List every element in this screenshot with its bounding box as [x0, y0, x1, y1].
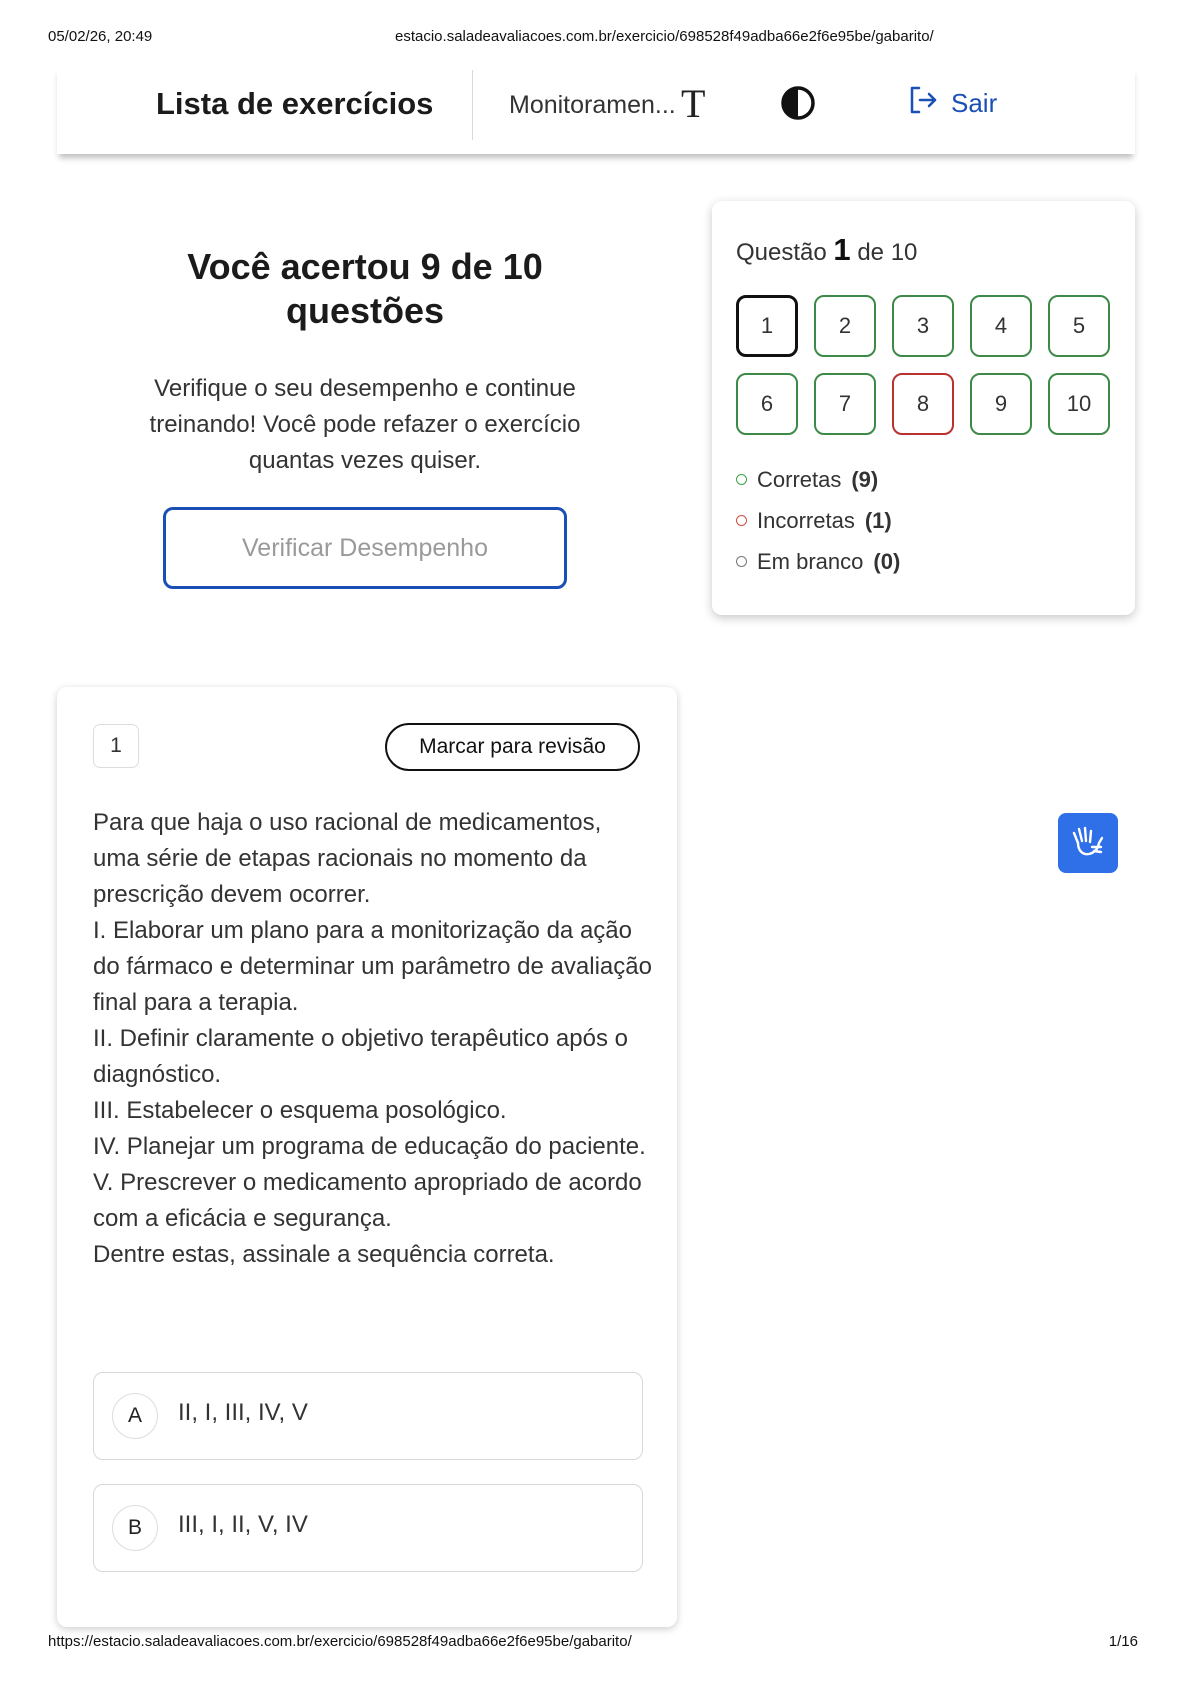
- verify-performance-button[interactable]: Verificar Desempenho: [163, 507, 567, 589]
- print-page-number: 1/16: [1108, 1633, 1138, 1650]
- legend-correct-count: (9): [851, 466, 879, 492]
- sign-language-button[interactable]: [1058, 813, 1118, 873]
- statement-item-5: V. Prescrever o medicamento apropriado de acordo com a eficácia e segurança.: [93, 1169, 642, 1232]
- top-bar: [57, 66, 1135, 154]
- option-b[interactable]: [93, 1484, 643, 1572]
- question-card: [57, 687, 677, 1627]
- legend-correct: [736, 459, 900, 500]
- statement-prompt: Dentre estas, assinale a sequência correta.: [93, 1241, 555, 1268]
- contrast-icon[interactable]: [780, 85, 816, 126]
- question-button-6[interactable]: 6: [736, 373, 798, 435]
- statement-item-1: I. Elaborar um plano para a monitorização da ação do fármaco e determinar um parâmetro de avaliação final para a terapia.: [93, 917, 652, 1016]
- result-heading: Você acertou 9 de 10 questões: [187, 246, 543, 331]
- font-size-icon[interactable]: T: [681, 81, 706, 126]
- logout-label: Sair: [951, 88, 998, 118]
- question-button-5[interactable]: 5: [1048, 295, 1110, 357]
- print-date: 05/02/26, 20:49: [48, 28, 153, 45]
- status-legend: [736, 459, 900, 582]
- question-button-3[interactable]: 3: [892, 295, 954, 357]
- statement-item-3: III. Estabelecer o esquema posológico.: [93, 1097, 507, 1124]
- result-summary: [110, 245, 620, 479]
- question-position: [736, 232, 917, 268]
- question-grid: [736, 295, 1110, 435]
- question-statement: [93, 805, 653, 1273]
- question-button-9[interactable]: 9: [970, 373, 1032, 435]
- option-a-letter: A: [112, 1393, 158, 1439]
- correct-status-icon: [736, 474, 747, 485]
- question-button-1[interactable]: 1: [736, 295, 798, 357]
- statement-intro: Para que haja o uso racional de medicamentos, uma série de etapas racionais no momento da prescrição devem ocorrer.: [93, 809, 602, 908]
- question-button-8[interactable]: 8: [892, 373, 954, 435]
- subject-title: Monitoramen...: [509, 91, 676, 119]
- question-position-prefix: Questão: [736, 239, 827, 266]
- question-button-4[interactable]: 4: [970, 295, 1032, 357]
- legend-blank-count: (0): [873, 548, 901, 574]
- question-number: 1: [93, 724, 139, 768]
- question-navigator: [712, 201, 1135, 615]
- option-a-text: II, I, III, IV, V: [178, 1399, 308, 1426]
- legend-incorrect-label: Incorretas: [757, 507, 855, 533]
- question-button-2[interactable]: 2: [814, 295, 876, 357]
- legend-incorrect-count: (1): [864, 507, 892, 533]
- logout-button[interactable]: [907, 84, 997, 123]
- question-button-10[interactable]: 10: [1048, 373, 1110, 435]
- legend-incorrect: [736, 500, 900, 541]
- question-position-suffix: de 10: [857, 239, 918, 266]
- legend-blank: [736, 541, 900, 582]
- option-b-letter: B: [112, 1505, 158, 1551]
- print-header-url: estacio.saladeavaliacoes.com.br/exercicio/698528f49adba66e2f6e95be/gabarito/: [395, 28, 934, 45]
- statement-item-2: II. Definir claramente o objetivo terapêutico após o diagnóstico.: [93, 1025, 628, 1088]
- question-button-7[interactable]: 7: [814, 373, 876, 435]
- hand-sign-icon: [1068, 821, 1108, 866]
- option-a[interactable]: [93, 1372, 643, 1460]
- statement-item-4: IV. Planejar um programa de educação do paciente.: [93, 1133, 646, 1160]
- page-title: Lista de exercícios: [156, 86, 434, 121]
- blank-status-icon: [736, 556, 747, 567]
- logout-icon: [907, 84, 939, 123]
- incorrect-status-icon: [736, 515, 747, 526]
- legend-correct-label: Corretas: [757, 466, 842, 492]
- question-position-current: 1: [833, 232, 851, 267]
- result-description: Verifique o seu desempenho e continue treinando! Você pode refazer o exercício quantas vezes quiser.: [149, 375, 581, 474]
- legend-blank-label: Em branco: [757, 548, 864, 574]
- header-divider: [472, 70, 473, 140]
- mark-for-review-button[interactable]: Marcar para revisão: [385, 723, 640, 771]
- print-footer-url: https://estacio.saladeavaliacoes.com.br/exercicio/698528f49adba66e2f6e95be/gabarito/: [48, 1633, 632, 1650]
- option-b-text: III, I, II, V, IV: [178, 1511, 308, 1538]
